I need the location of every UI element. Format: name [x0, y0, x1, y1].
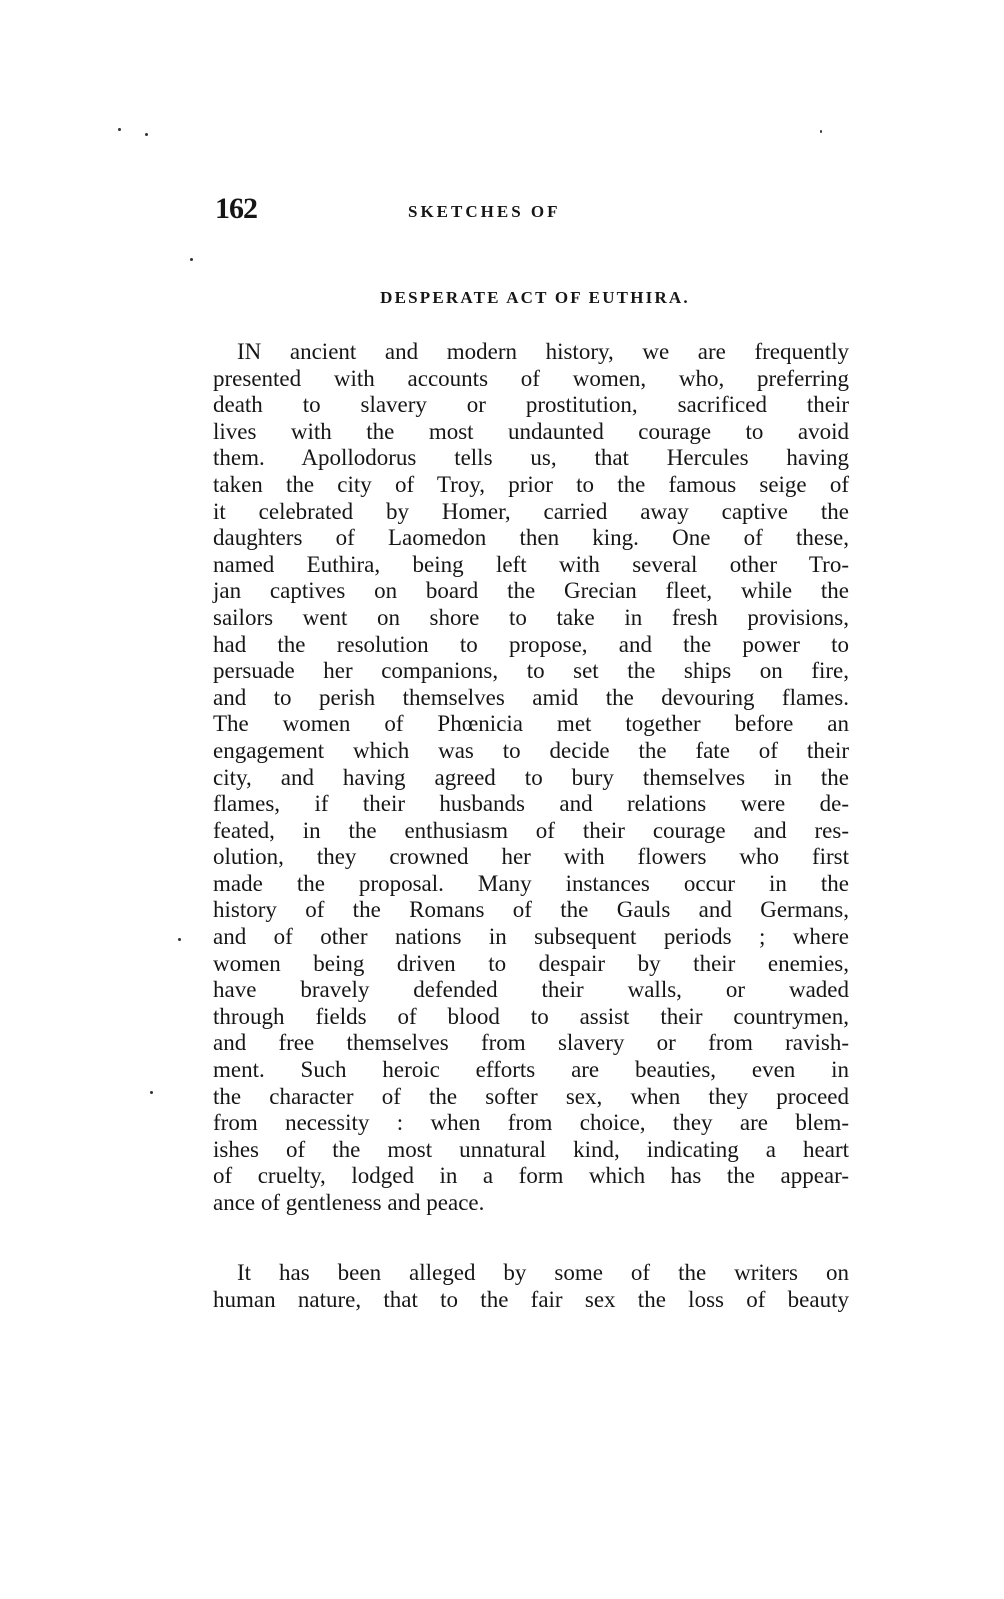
text-line: presented with accounts of women, who, preferring [213, 365, 849, 391]
text-line: the character of the softer sex, when they proceed [213, 1083, 849, 1109]
text-line: flames, if their husbands and relations were de- [213, 791, 849, 817]
text-line: named Euthira, being left with several other Tro- [213, 551, 849, 577]
text-line: history of the Romans of the Gauls and Germans, [213, 897, 849, 923]
paragraph-1 [213, 339, 849, 1217]
text-line: them. Apollodorus tells us, that Hercules having [213, 445, 849, 471]
text-line: persuade her companions, to set the ships on fire, [213, 658, 849, 684]
running-head [215, 192, 855, 232]
text-line: and to perish themselves amid the devouring flames. [213, 684, 849, 710]
text-line: sailors went on shore to take in fresh provisions, [213, 604, 849, 630]
text-line: from necessity : when from choice, they are blem- [213, 1110, 849, 1136]
text-line: have bravely defended their walls, or waded [213, 977, 849, 1003]
text-line: made the proposal. Many instances occur in the [213, 870, 849, 896]
text-line: city, and having agreed to bury themselves in the [213, 764, 849, 790]
text-line: through fields of blood to assist their countrymen, [213, 1003, 849, 1029]
page-number: 162 [215, 192, 257, 225]
text-line: olution, they crowned her with flowers who first [213, 844, 849, 870]
paragraph-2 [213, 1260, 849, 1313]
text-line: ishes of the most unnatural kind, indicating a heart [213, 1136, 849, 1162]
text-line: had the resolution to propose, and the power to [213, 631, 849, 657]
text-line: jan captives on board the Grecian fleet, while the [213, 578, 849, 604]
text-line: taken the city of Troy, prior to the famous seige of [213, 471, 849, 497]
text-line: and free themselves from slavery or from ravish- [213, 1030, 849, 1056]
text-line: and of other nations in subsequent periods ; where [213, 924, 849, 950]
text-line: IN ancient and modern history, we are frequently [237, 339, 849, 364]
text-line: ance of gentleness and peace. [213, 1190, 485, 1215]
text-line: death to slavery or prostitution, sacrificed their [213, 392, 849, 418]
text-line: daughters of Laomedon then king. One of these, [213, 525, 849, 551]
text-line: lives with the most undaunted courage to avoid [213, 418, 849, 444]
text-line: feated, in the enthusiasm of their courage and res- [213, 817, 849, 843]
text-line: human nature, that to the fair sex the loss of beauty [213, 1286, 849, 1312]
text-line: The women of Phœnicia met together before an [213, 711, 849, 737]
running-title: SKETCHES OF [408, 202, 561, 221]
text-line: it celebrated by Homer, carried away captive the [213, 498, 849, 524]
text-line: ment. Such heroic efforts are beauties, even in [213, 1057, 849, 1083]
text-line: of cruelty, lodged in a form which has the appear- [213, 1163, 849, 1189]
text-line: It has been alleged by some of the writers on [237, 1260, 849, 1285]
text-line: women being driven to despair by their enemies, [213, 950, 849, 976]
text-line: engagement which was to decide the fate of their [213, 737, 849, 763]
section-title: DESPERATE ACT OF EUTHIRA. [380, 288, 690, 307]
